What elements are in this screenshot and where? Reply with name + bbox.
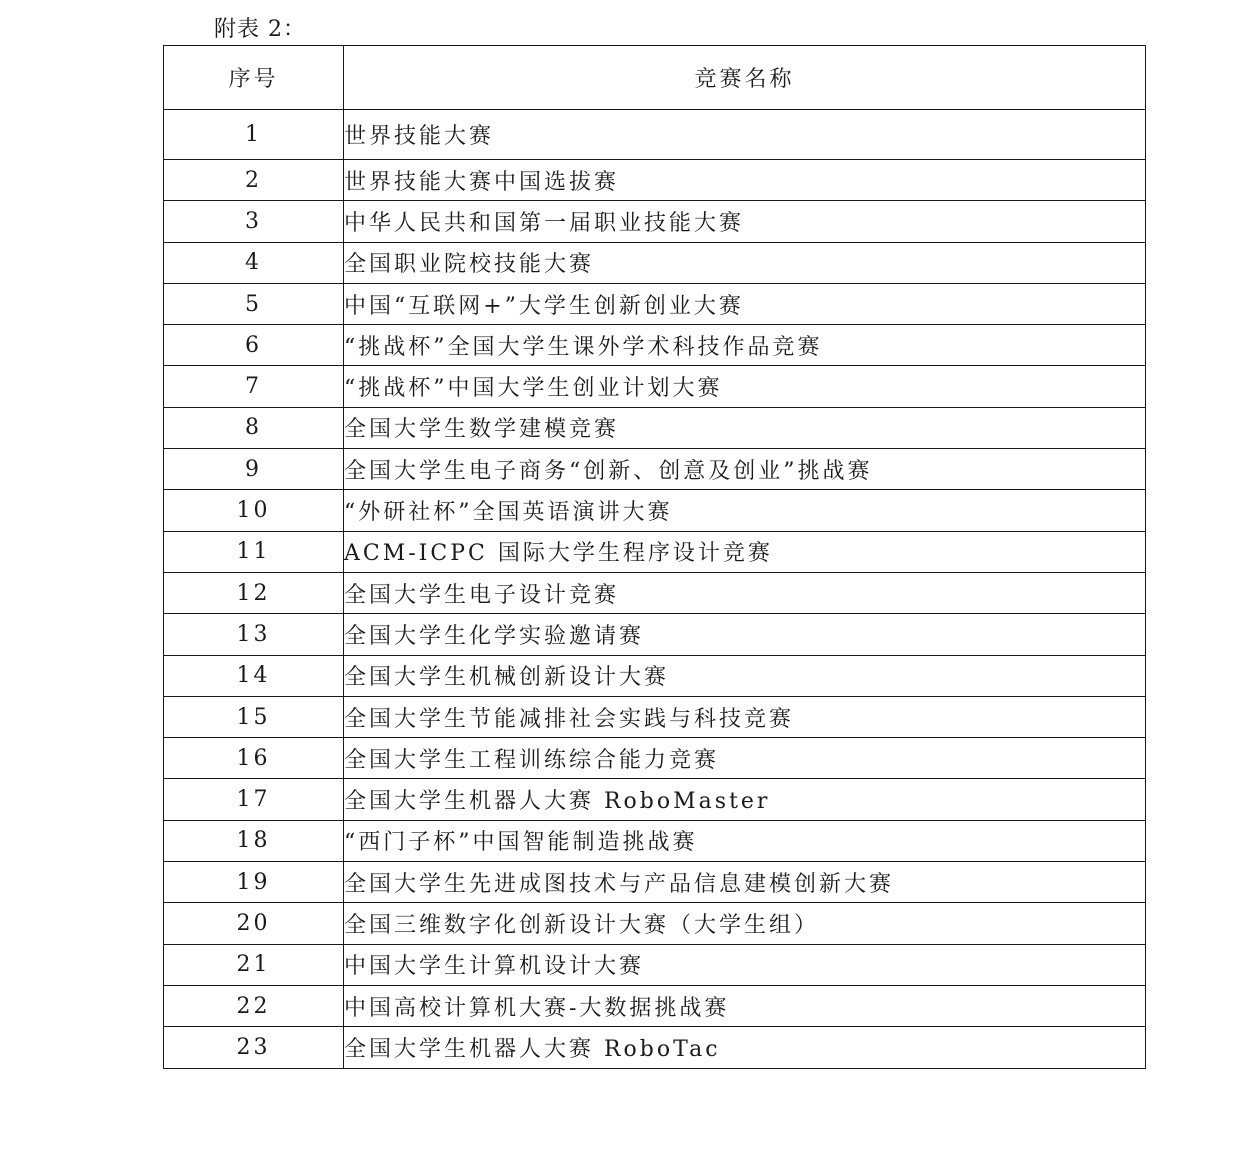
table-row (164, 862, 1146, 903)
table-row (164, 531, 1146, 572)
row-number: 15 (164, 696, 344, 737)
table-row (164, 985, 1146, 1026)
competition-name: 中国高校计算机大赛-大数据挑战赛 (344, 985, 1146, 1026)
row-number: 22 (164, 985, 344, 1026)
competition-name: 全国职业院校技能大赛 (344, 242, 1146, 283)
table-row (164, 820, 1146, 861)
table-row (164, 449, 1146, 490)
table-row (164, 1027, 1146, 1068)
competition-name: “外研社杯”全国英语演讲大赛 (344, 490, 1146, 531)
competition-name: 全国大学生工程训练综合能力竞赛 (344, 738, 1146, 779)
competition-table (163, 45, 1146, 1069)
row-number: 18 (164, 820, 344, 861)
row-number: 20 (164, 903, 344, 944)
row-number: 21 (164, 944, 344, 985)
row-number: 7 (164, 366, 344, 407)
competition-name: 全国大学生机械创新设计大赛 (344, 655, 1146, 696)
competition-name: 全国三维数字化创新设计大赛（大学生组） (344, 903, 1146, 944)
table-row (164, 366, 1146, 407)
row-number: 4 (164, 242, 344, 283)
row-number: 11 (164, 531, 344, 572)
table-row (164, 490, 1146, 531)
competition-name: 全国大学生电子设计竞赛 (344, 572, 1146, 613)
table-row (164, 110, 1146, 160)
table-row (164, 903, 1146, 944)
row-number: 17 (164, 779, 344, 820)
table-row (164, 201, 1146, 242)
competition-name: 全国大学生节能减排社会实践与科技竞赛 (344, 696, 1146, 737)
competition-name: 世界技能大赛 (344, 110, 1146, 160)
header-competition-name: 竞赛名称 (344, 46, 1146, 110)
competition-name: “西门子杯”中国智能制造挑战赛 (344, 820, 1146, 861)
table-row (164, 572, 1146, 613)
table-header-row (164, 46, 1146, 110)
row-number: 6 (164, 325, 344, 366)
table-row (164, 655, 1146, 696)
competition-name: 世界技能大赛中国选拔赛 (344, 160, 1146, 201)
row-number: 12 (164, 572, 344, 613)
header-serial-number: 序号 (164, 46, 344, 110)
competition-name: 全国大学生数学建模竞赛 (344, 407, 1146, 448)
row-number: 13 (164, 614, 344, 655)
row-number: 2 (164, 160, 344, 201)
row-number: 19 (164, 862, 344, 903)
row-number: 10 (164, 490, 344, 531)
row-number: 16 (164, 738, 344, 779)
competition-name: 中国“互联网+”大学生创新创业大赛 (344, 283, 1146, 324)
competition-name: 中国大学生计算机设计大赛 (344, 944, 1146, 985)
row-number: 9 (164, 449, 344, 490)
table-caption: 附表 2： (214, 17, 306, 42)
competition-name: 全国大学生化学实验邀请赛 (344, 614, 1146, 655)
row-number: 14 (164, 655, 344, 696)
table-row (164, 283, 1146, 324)
competition-name: 中华人民共和国第一届职业技能大赛 (344, 201, 1146, 242)
table-row (164, 242, 1146, 283)
competition-name: ACM-ICPC 国际大学生程序设计竞赛 (344, 531, 1146, 572)
table-row (164, 325, 1146, 366)
competition-name: 全国大学生机器人大赛 RoboTac (344, 1027, 1146, 1068)
table-row (164, 944, 1146, 985)
competition-name: “挑战杯”中国大学生创业计划大赛 (344, 366, 1146, 407)
competition-name: “挑战杯”全国大学生课外学术科技作品竞赛 (344, 325, 1146, 366)
table-row (164, 738, 1146, 779)
table-row (164, 160, 1146, 201)
table-row (164, 696, 1146, 737)
competition-name: 全国大学生机器人大赛 RoboMaster (344, 779, 1146, 820)
row-number: 23 (164, 1027, 344, 1068)
competition-name: 全国大学生先进成图技术与产品信息建模创新大赛 (344, 862, 1146, 903)
row-number: 5 (164, 283, 344, 324)
table-row (164, 614, 1146, 655)
row-number: 8 (164, 407, 344, 448)
competition-name: 全国大学生电子商务“创新、创意及创业”挑战赛 (344, 449, 1146, 490)
table-row (164, 779, 1146, 820)
table-row (164, 407, 1146, 448)
row-number: 3 (164, 201, 344, 242)
row-number: 1 (164, 110, 344, 160)
